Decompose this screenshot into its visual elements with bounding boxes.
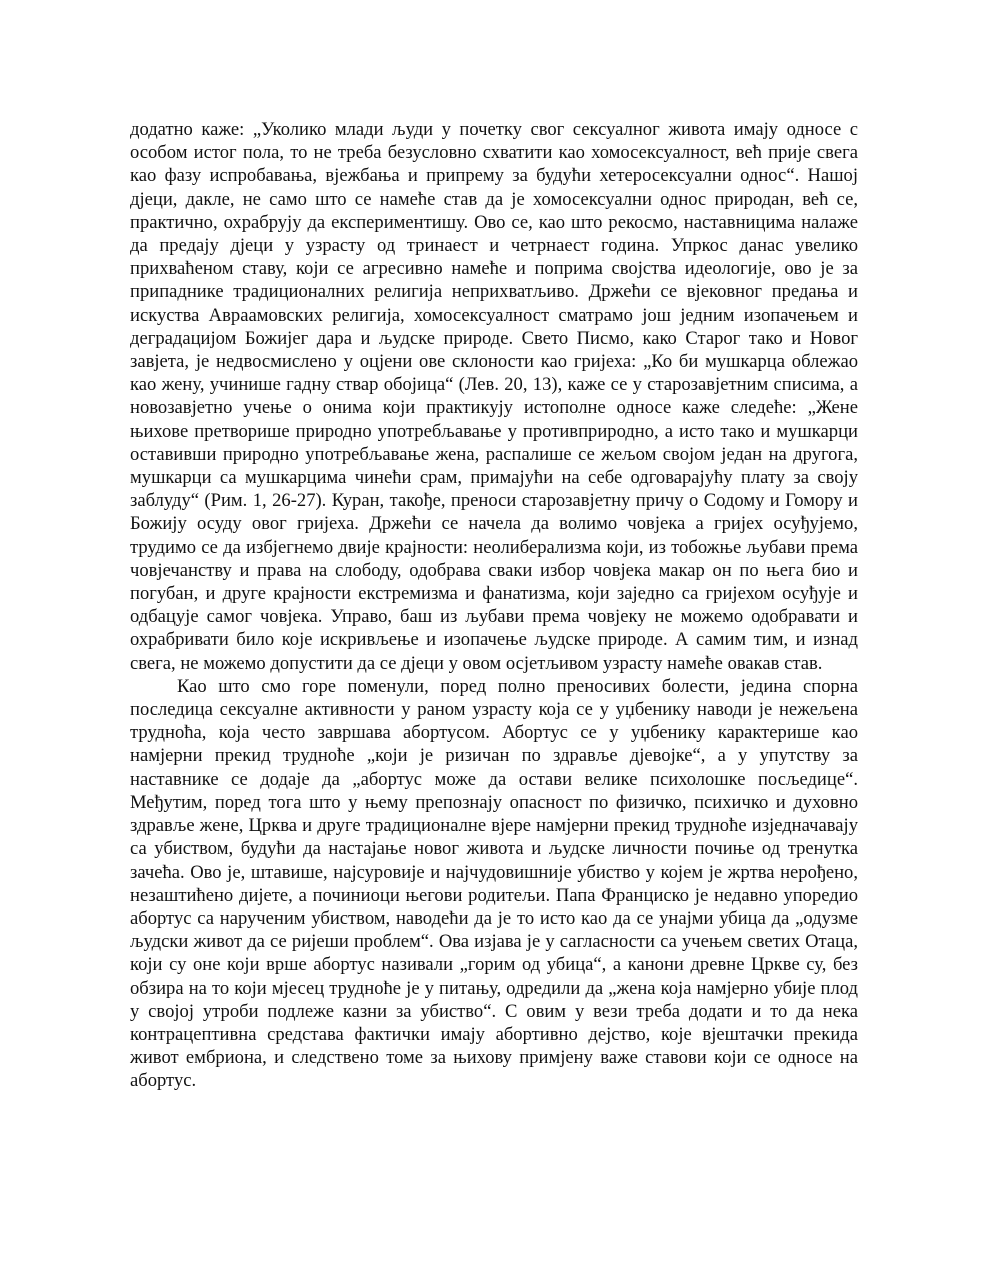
paragraph-2: Као што смо горе поменули, поред полно преносивих болести, једина спорна последица сексуалне активности у раном узрасту која се у уџбенику наводи је нежељена трудноћа, која често завршава абортусом. Абортус се у уџбенику карактерише као намјерни прекид трудноће „који је ризичан по здравље дјевојке“, а у упутству за наставнике се додаје да „абортус може да остави велике психолошке посљедице“. Међутим, поред тога што у њему препознају опасност по физичко, психичко и духовно здравље жене, Црква и друге традиционалне вјере намјерни прекид трудноће изједначавају са убиством, будући да настајање новог живота и људске личности почиње од тренутка зачећа. Ово је, штавише, најсуровије и најчудовишније убиство у којем је жртва нерођено, незаштићено дијете, а починиоци његови родитељи. Папа Франциско је недавно упоредио абортус са наручeним убиством, наводећи да је то исто као да се унајми убица да „одузме људски живот да се ријеши проблем“. Ова изјава је у сагласности са учењем светих Отаца, који су оне који врше абортус називали „горим од убица“, а канони древне Цркве су, без обзира на то који мјесец трудноће је у питању, одредили да „жена која намјерно убије плод у својој утроби подлеже казни за убиство“. С овим у вези треба додати и то да нека контрацептивна средстава фактички имају абортивно дејство, које вјештачки прекида живот ембриона, и следствено томе за њихову примјену важе ставови који се односе на абортус. [130,675,858,1092]
paragraph-1: додатно каже: „Уколико млади људи у почетку свог сексуалног живота имају односе с особом истог пола, то не треба безусловно схватити као хомосексуалност, већ прије свега као фазу испробавања, вјежбања и припрему за будући хетеросексуални однос“. Нашој дјеци, дакле, не само што се намеће став да је хомосексуални однос природан, већ се, практично, охрабрују да експериментишу. Ово се, као што рекосмо, наставницима налаже да предају дјеци у узрасту од тринаест и четрнаест година. Упркос данас увелико прихваћеном ставу, који се агресивно намеће и поприма својства идеологије, ово је за припаднике традиционалних религија неприхватљиво. Држећи се вјековног предања и искуства Авраамовских религија, хомосексуалност сматрамо још једним изопачењем и деградацијом Божијег дара и људске природе. Свето Писмо, како Старог тако и Новог завјета, је недвосмислено у оцјени ове склоности као гријеха: „Ко би мушкарца облежао као жену, учинише гадну ствар обојица“ (Лев. 20, 13), каже се у старозавјетним списима, а новозавјетно учење о онима који практикују истополне односе каже следеће: „Жене њихове претворише природно употребљавање у противприродно, а исто тако и мушкарци оставивши природно употребљавање жена, распалише се жељом својом један на другога, мушкарци са мушкарцима чинећи срам, примајући на себе одговарајућу плату за своју заблуду“ (Рим. 1, 26-27). Куран, такође, преноси старозавјетну причу о Содому и Гомору и Божију осуду овог гријеха. Држећи се начела да волимо човјека а гријех осуђујемо, трудимо се да избјегнемо двије крајности: неолиберализма који, из тобожње љубави према човјечанству и права на слободу, одобрава сваки избор човјека макар он по њега био и погубан, и друге крајности екстремизма и фанатизма, који заједно са гријехом осуђује и одбацује самог човјека. Управо, баш из љубави према човјеку не можемо одобравати и охрабривати било које искривљење и изопачење људске природе. А самим тим, и изнад свега, не можемо допустити да се дјеци у овом осјетљивом узрасту намеће овакав став. [130,119,858,674]
body-text [130,118,858,1093]
